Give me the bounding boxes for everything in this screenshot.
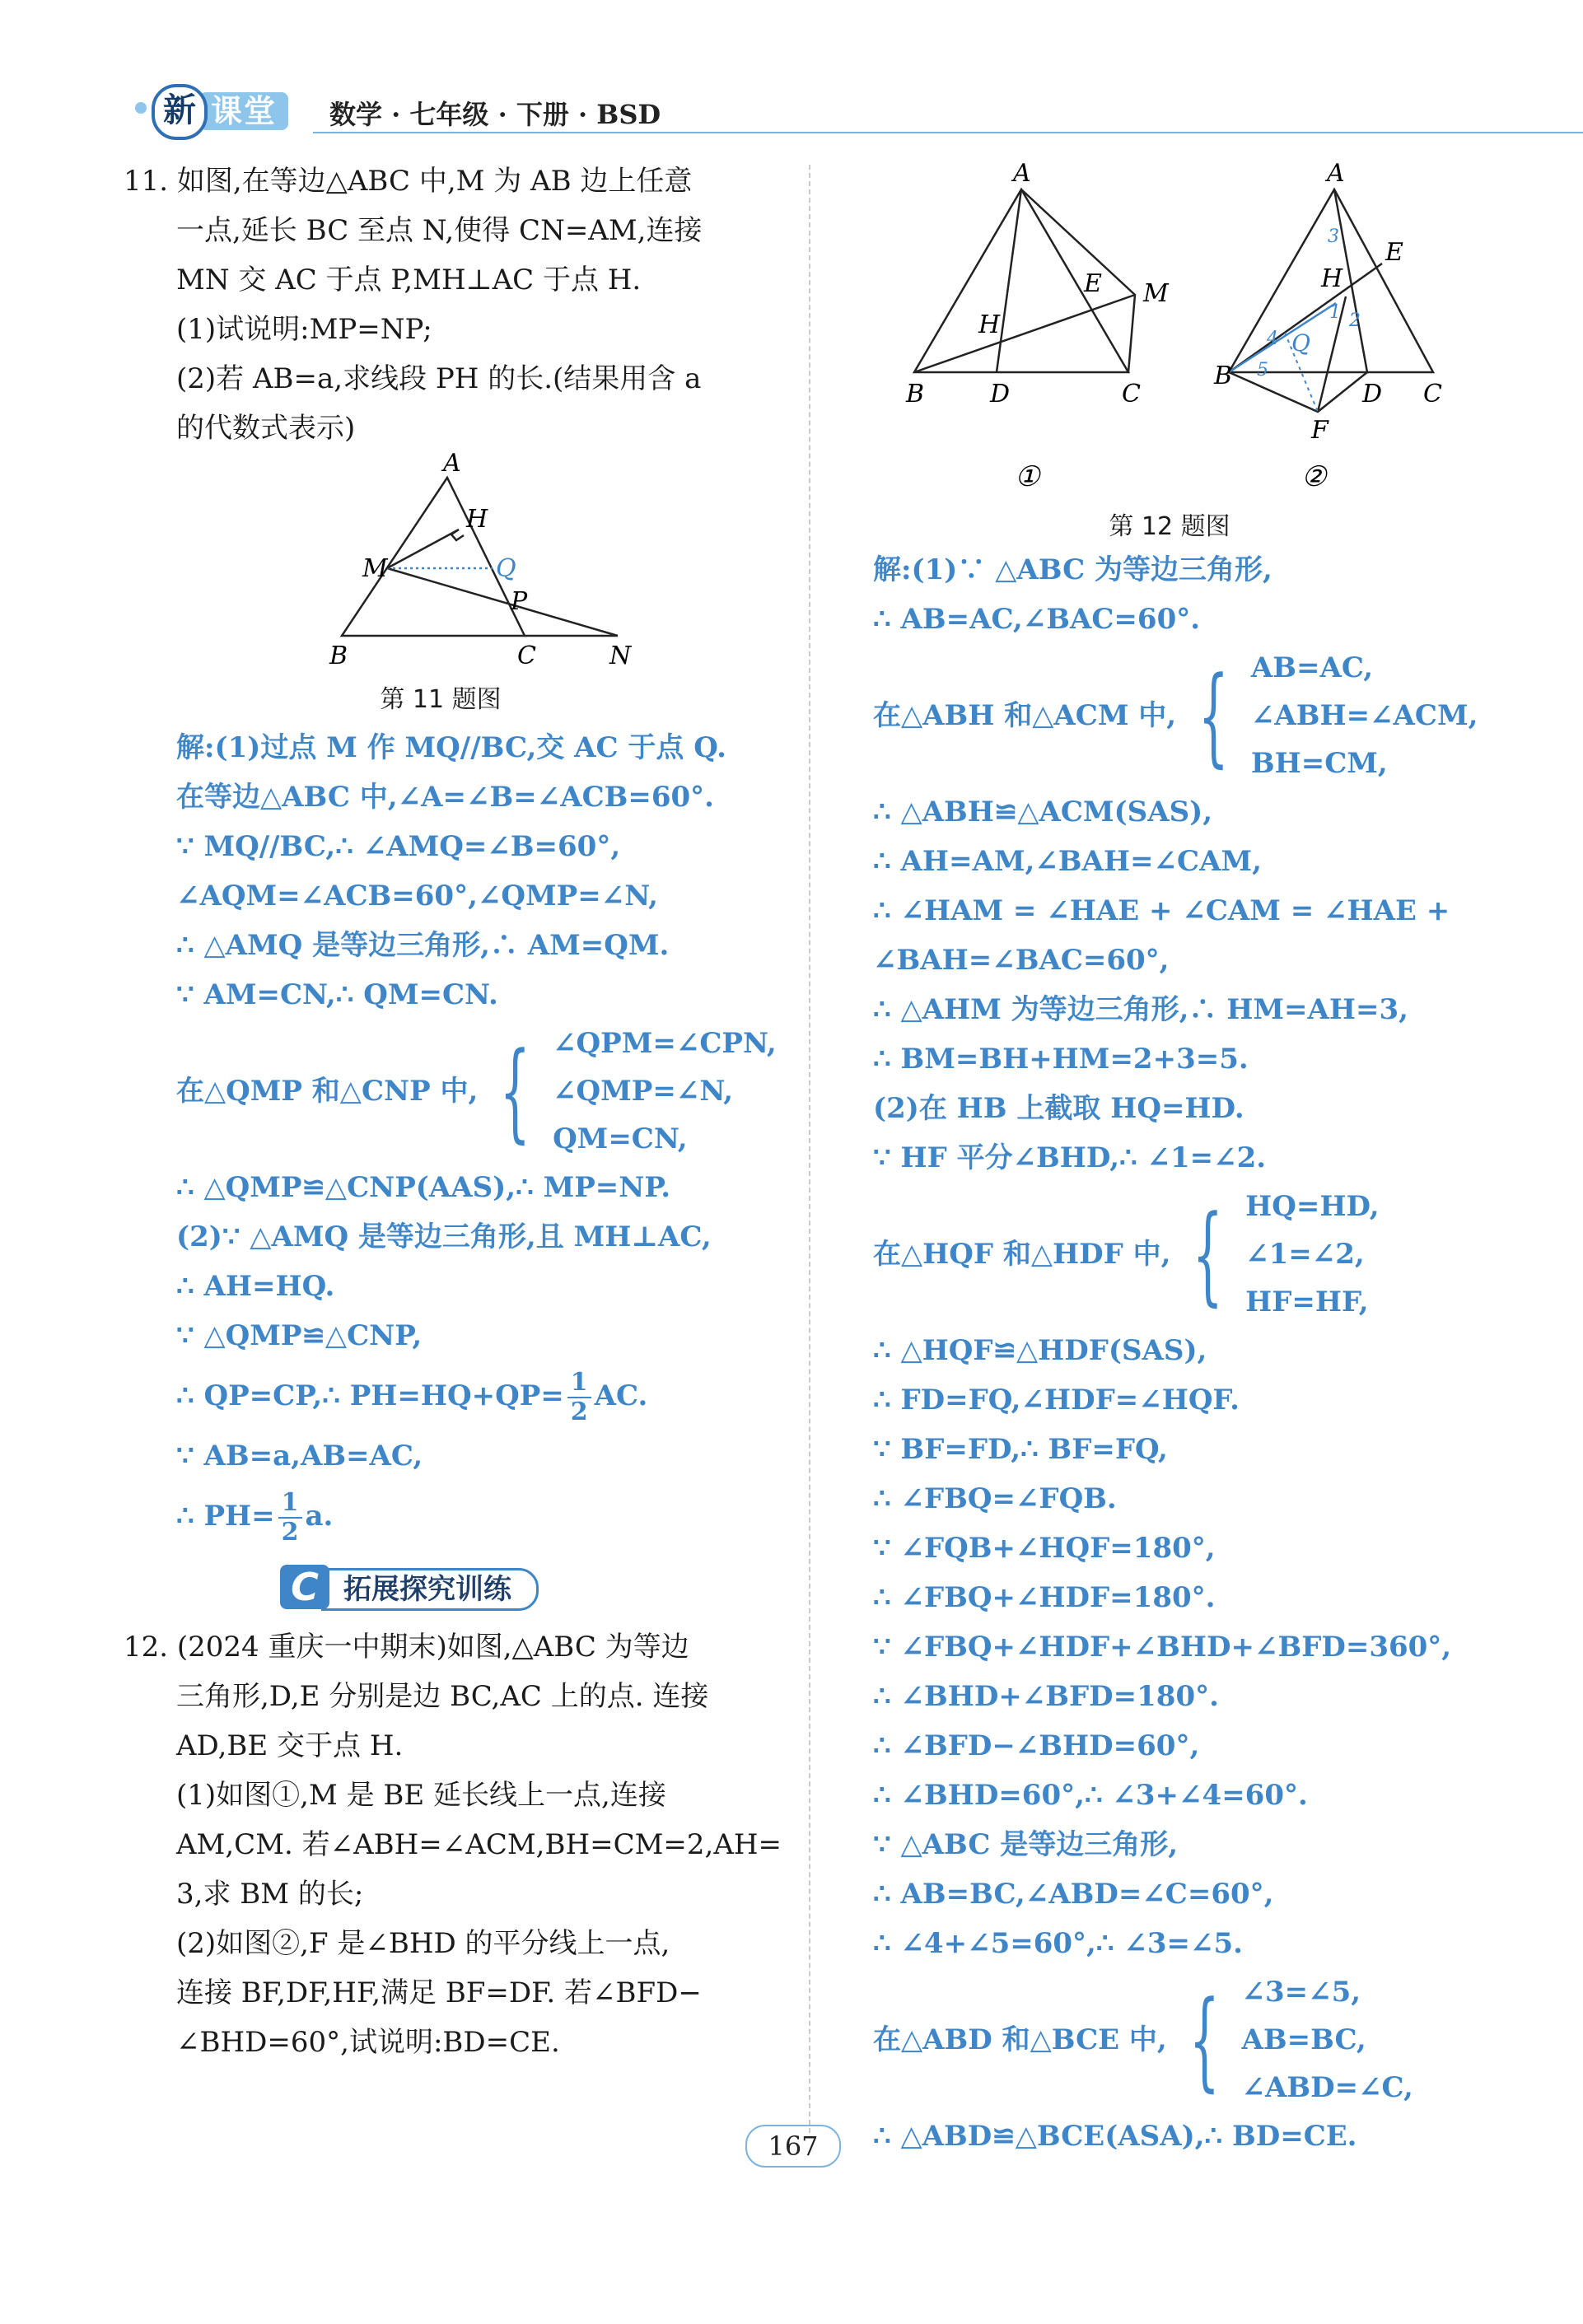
fig1-label-M: M xyxy=(1143,279,1169,308)
subject-title: 数学 · 七年级 · 下册 · BSD xyxy=(329,99,661,130)
solution-line: ∴ ∠BHD=60°,∴ ∠3+∠4=60°. xyxy=(873,1779,1308,1812)
brace-prefix: 在△HQF 和△HDF 中, xyxy=(873,1238,1171,1271)
solution-line: ∴ FD=FQ,∠HDF=∠HQF. xyxy=(873,1384,1240,1416)
fig2-label-D: D xyxy=(1362,380,1383,408)
solution-line: 解:(1)过点 M 作 MQ//BC,交 AC 于点 Q. xyxy=(176,731,726,764)
brace-prefix: 在△ABD 和△BCE 中, xyxy=(873,2023,1167,2056)
final-post: a. xyxy=(305,1500,334,1533)
brace-line: ∠QMP=∠N, xyxy=(553,1075,734,1108)
fraction xyxy=(278,1489,302,1547)
fig1-label-C: C xyxy=(1122,380,1141,408)
page-number: 167 xyxy=(745,2125,841,2168)
q11-figure xyxy=(124,453,782,675)
fig1-label-D: D xyxy=(990,380,1011,408)
brace-line: AB=AC, xyxy=(1250,651,1374,684)
q11-line: 11. 如图,在等边△ABC 中,M 为 AB 边上任意 xyxy=(124,165,693,198)
solution-line: ∵ MQ//BC,∴ ∠AMQ=∠B=60°, xyxy=(176,830,621,863)
q12-line: (2)如图②,F 是∠BHD 的平分线上一点, xyxy=(176,1927,670,1960)
brace-system xyxy=(124,1020,782,1163)
brace-prefix: 在△QMP 和△CNP 中, xyxy=(176,1075,479,1108)
frac-num: 1 xyxy=(278,1489,302,1519)
q11-solution xyxy=(124,723,782,1552)
q12-line: ∠BHD=60°,试说明:BD=CE. xyxy=(176,2026,560,2059)
fig2-angle-3: 3 xyxy=(1328,226,1339,247)
q11-line: 一点,延长 BC 至点 N,使得 CN=AM,连接 xyxy=(176,214,703,247)
solution-line: ∵ HF 平分∠BHD,∴ ∠1=∠2. xyxy=(873,1141,1267,1174)
label-N: N xyxy=(609,642,632,670)
frac-post: AC. xyxy=(594,1379,648,1412)
solution-line: (2)在 HB 上截取 HQ=HD. xyxy=(873,1092,1244,1125)
q12-line: 连接 BF,DF,HF,满足 BF=DF. 若∠BFD− xyxy=(176,1976,702,2009)
fig2-angle-5: 5 xyxy=(1257,360,1268,380)
solution-line: ∴ ∠BFD−∠BHD=60°, xyxy=(873,1729,1200,1762)
fraction xyxy=(567,1369,591,1426)
solution-line: ∴ BM=BH+HM=2+3=5. xyxy=(873,1043,1249,1076)
q12-line: AM,CM. 若∠ABH=∠ACM,BH=CM=2,AH= xyxy=(176,1828,782,1861)
solution-line: ∵ △ABC 是等边三角形, xyxy=(873,1828,1179,1861)
frac-pre: ∴ QP=CP,∴ PH=HQ+QP= xyxy=(176,1379,564,1412)
solution-line: ∴ ∠HAM = ∠HAE + ∠CAM = ∠HAE + xyxy=(873,894,1450,927)
fig2-label-Q: Q xyxy=(1291,329,1310,357)
fig1-label-E: E xyxy=(1084,269,1102,298)
solution-line: ∴ AH=HQ. xyxy=(176,1270,335,1303)
solution-line: ∴ △AHM 为等边三角形,∴ HM=AH=3, xyxy=(873,993,1409,1026)
q11-line: MN 交 AC 于点 P,MH⊥AC 于点 H. xyxy=(176,264,642,296)
brace-line: ∠QPM=∠CPN, xyxy=(553,1027,777,1060)
frac-den: 2 xyxy=(281,1518,299,1547)
label-P: P xyxy=(511,587,528,616)
q12-line: 3,求 BM 的长; xyxy=(176,1878,364,1911)
brace-line: BH=CM, xyxy=(1250,747,1388,780)
solution-line: ∠BAH=∠BAC=60°, xyxy=(873,944,1170,977)
logo-dot xyxy=(135,102,147,114)
brace-symbol: { xyxy=(1188,1977,1220,2102)
fig1-label-H: H xyxy=(978,310,1001,339)
brace-system xyxy=(873,644,1499,787)
label-C: C xyxy=(517,642,536,670)
q11-line: 的代数式表示) xyxy=(176,412,356,445)
brace-line: HF=HF, xyxy=(1245,1286,1369,1318)
fig2-mark: ② xyxy=(1301,460,1327,493)
brace-lines xyxy=(1251,644,1478,787)
page-header xyxy=(124,79,1474,140)
fig2-angle-1: 1 xyxy=(1329,302,1341,323)
q12-figures xyxy=(873,156,1499,502)
q11-line: (1)试说明:MP=NP; xyxy=(176,313,432,346)
solution-line: ∴ △HQF≌△HDF(SAS), xyxy=(873,1334,1207,1367)
fig1-mark: ① xyxy=(1015,460,1040,493)
q12-line: (1)如图①,M 是 BE 延长线上一点,连接 xyxy=(176,1779,666,1812)
solution-line: ∵ BF=FD,∴ BF=FQ, xyxy=(873,1433,1168,1466)
solution-line: ∠AQM=∠ACB=60°,∠QMP=∠N, xyxy=(176,880,658,912)
brace-lines xyxy=(1245,1183,1379,1326)
right-column xyxy=(873,156,1499,2161)
brace-lines xyxy=(553,1020,777,1163)
q11-caption: 第 11 题图 xyxy=(380,685,502,714)
fig2-angle-4: 4 xyxy=(1267,329,1278,349)
brace-prefix: 在△ABH 和△ACM 中, xyxy=(873,699,1177,732)
q12-statement xyxy=(124,1622,782,2067)
brace-symbol: { xyxy=(1193,1192,1224,1317)
section-banner xyxy=(124,1560,782,1617)
section-c-icon: C xyxy=(280,1565,329,1609)
final-line xyxy=(124,1481,782,1552)
brace-line: ∠ABH=∠ACM, xyxy=(1250,699,1478,732)
header-rule xyxy=(313,132,1583,133)
solution-line: ∵ ∠FQB+∠HQF=180°, xyxy=(873,1532,1216,1565)
q12-caption: 第 12 题图 xyxy=(1109,512,1230,541)
label-Q: Q xyxy=(496,554,516,583)
brace-system xyxy=(873,1968,1499,2112)
brace-line: ∠3=∠5, xyxy=(1241,1976,1361,2009)
label-B: B xyxy=(329,642,348,670)
solution-line: ∴ AH=AM,∠BAH=∠CAM, xyxy=(873,845,1262,878)
logo-text-first: 新 xyxy=(152,84,208,140)
fig2-label-H: H xyxy=(1321,264,1343,293)
q12-line: AD,BE 交于点 H. xyxy=(176,1729,404,1762)
brace-line: QM=CN, xyxy=(553,1122,688,1155)
fraction-line xyxy=(124,1360,782,1431)
solution-line: ∴ ∠FBQ+∠HDF=180°. xyxy=(873,1581,1216,1614)
brace-lines xyxy=(1241,1968,1413,2112)
brace-line: ∠1=∠2, xyxy=(1245,1238,1365,1271)
label-M: M xyxy=(362,554,388,583)
solution-line: 在等边△ABC 中,∠A=∠B=∠ACB=60°. xyxy=(176,781,715,814)
fig1-label-A: A xyxy=(1013,159,1031,188)
fig2-label-A: A xyxy=(1327,159,1345,188)
final-pre: ∴ PH= xyxy=(176,1500,275,1533)
brace-line: HQ=HD, xyxy=(1245,1190,1380,1223)
solution-line: ∵ AB=a,AB=AC, xyxy=(176,1440,423,1472)
solution-line: ∴ ∠4+∠5=60°,∴ ∠3=∠5. xyxy=(873,1927,1243,1960)
brand-logo xyxy=(124,79,313,137)
fig2-angle-2: 2 xyxy=(1349,310,1361,331)
solution-line: ∵ ∠FBQ+∠HDF+∠BHD+∠BFD=360°, xyxy=(873,1631,1452,1664)
solution-line: ∵ AM=CN,∴ QM=CN. xyxy=(176,978,498,1011)
q12-line: 三角形,D,E 分别是边 BC,AC 上的点. 连接 xyxy=(176,1680,709,1713)
fig2-label-E: E xyxy=(1385,238,1403,267)
frac-den: 2 xyxy=(570,1398,588,1426)
fig2-label-C: C xyxy=(1423,380,1442,408)
column-divider xyxy=(809,165,810,2133)
solution-line: ∴ ∠BHD+∠BFD=180°. xyxy=(873,1680,1219,1713)
brace-system xyxy=(873,1183,1499,1326)
solution-line: ∴ △ABD≌△BCE(ASA),∴ BD=CE. xyxy=(873,2120,1357,2153)
q11-line: (2)若 AB=a,求线段 PH 的长.(结果用含 a xyxy=(176,362,702,395)
q12-solution xyxy=(873,545,1499,2161)
brace-symbol: { xyxy=(500,1029,531,1154)
solution-line: ∵ △QMP≌△CNP, xyxy=(176,1319,423,1352)
q12-line: 12. (2024 重庆一中期末)如图,△ABC 为等边 xyxy=(124,1631,689,1664)
fig1-label-B: B xyxy=(906,380,925,408)
q11-statement xyxy=(124,156,782,453)
solution-line: 解:(1)∵ △ABC 为等边三角形, xyxy=(873,553,1272,586)
frac-num: 1 xyxy=(567,1369,591,1398)
label-H: H xyxy=(466,505,488,534)
brace-line: ∠ABD=∠C, xyxy=(1241,2071,1413,2104)
solution-line: ∴ ∠FBQ=∠FQB. xyxy=(873,1482,1117,1515)
solution-line: (2)∵ △AMQ 是等边三角形,且 MH⊥AC, xyxy=(176,1220,712,1253)
solution-line: ∴ △QMP≌△CNP(AAS),∴ MP=NP. xyxy=(176,1171,671,1204)
brace-symbol: { xyxy=(1198,653,1230,778)
fig2-label-F: F xyxy=(1311,416,1329,445)
left-column xyxy=(124,156,782,2067)
label-A: A xyxy=(443,453,461,478)
logo-text-rest: 课堂 xyxy=(199,92,288,130)
solution-line: ∴ AB=BC,∠ABD=∠C=60°, xyxy=(873,1878,1274,1911)
fig2-label-B: B xyxy=(1214,362,1233,390)
solution-line: ∴ △ABH≌△ACM(SAS), xyxy=(873,796,1213,828)
solution-line: ∴ AB=AC,∠BAC=60°. xyxy=(873,603,1201,636)
brace-line: AB=BC, xyxy=(1241,2023,1366,2056)
solution-line: ∴ △AMQ 是等边三角形,∴ AM=QM. xyxy=(176,929,670,962)
section-title: 拓展探究训练 xyxy=(321,1568,539,1611)
